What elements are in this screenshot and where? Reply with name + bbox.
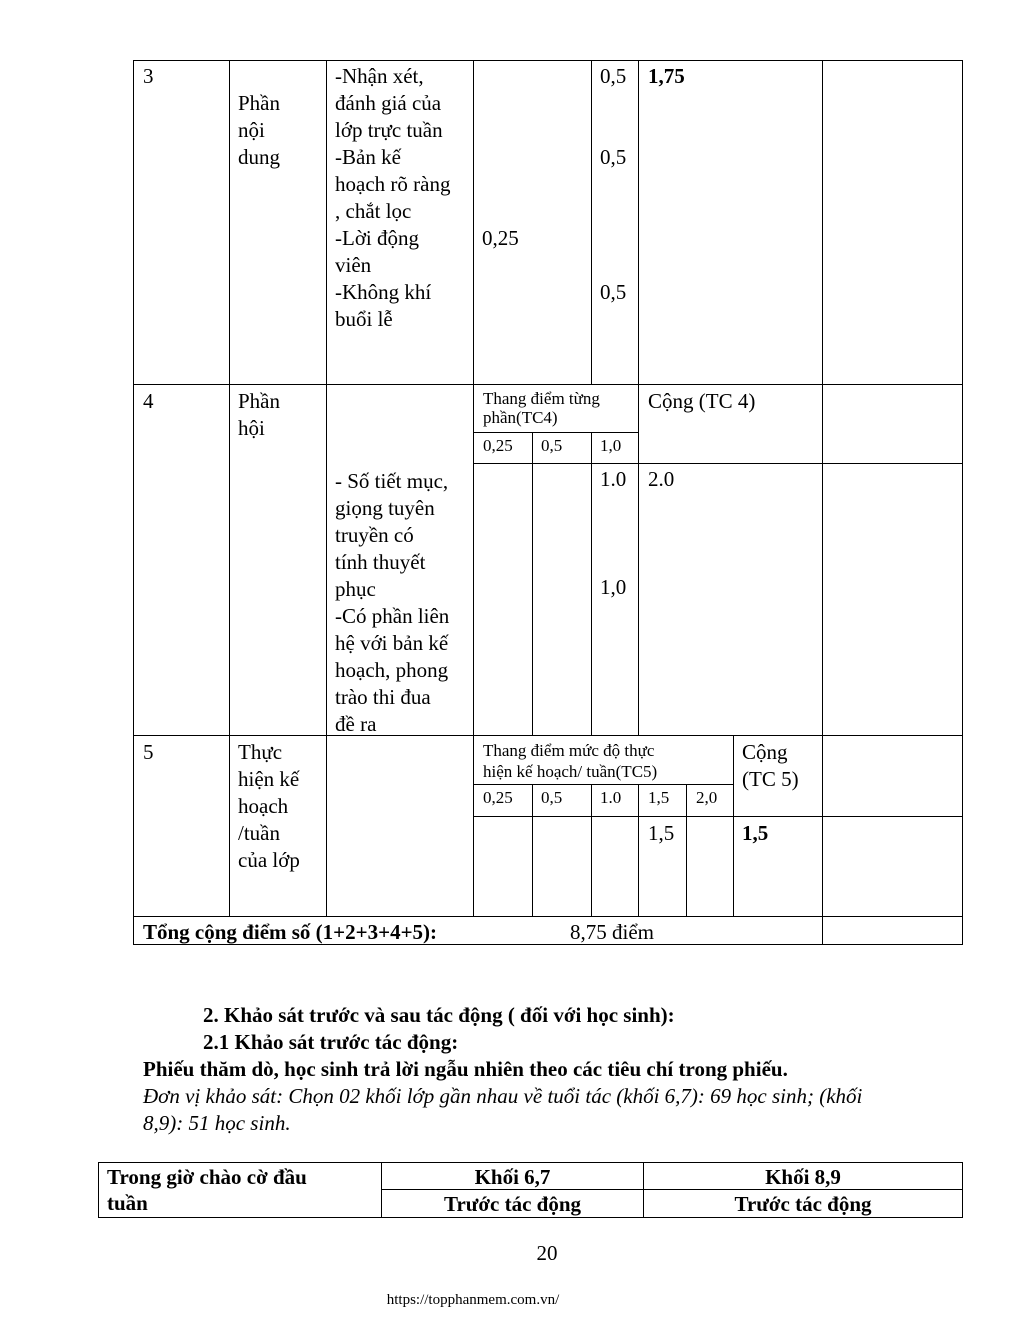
- row4-stt: 4: [143, 389, 154, 413]
- footer-url[interactable]: https://topphanmem.com.vn/: [386, 1292, 560, 1308]
- row5-scale-3: 1.0: [600, 788, 622, 807]
- row5-value: 1,5: [648, 821, 675, 845]
- total-row-label: Tổng cộng điểm số (1+2+3+4+5):: [143, 920, 438, 944]
- row3-score-b2: 0,5: [600, 145, 627, 169]
- row5-stt: 5: [143, 740, 154, 764]
- row4-name: Phần hội: [238, 389, 280, 440]
- page-number: 20: [536, 1241, 558, 1265]
- intro-paragraph: Phiếu thăm dò, học sinh trả lời ngẫu nhiên theo các tiêu chí trong phiếu.: [143, 1057, 788, 1081]
- row3-score-a: 0,25: [482, 226, 519, 250]
- row4-scale-1: 0,25: [483, 436, 513, 455]
- section-heading-2: 2. Khảo sát trước và sau tác động ( đối với học sinh):: [203, 1003, 675, 1027]
- row4-val-1: 1.0: [600, 467, 627, 491]
- row3-score-b3: 0,5: [600, 280, 627, 304]
- row3-total: 1,75: [648, 64, 685, 88]
- row4-criteria: - Số tiết mục, giọng tuyên truyền có tính thuyết phục -Có phần liên hệ với bản kế hoạch, phong trào thi đua đề ra: [335, 469, 450, 736]
- survey-table-before-6-7: Trước tác động: [444, 1192, 581, 1216]
- row5-scale-5: 2,0: [696, 788, 718, 807]
- row5-name: Thực hiện kế hoạch /tuần của lớp: [238, 740, 300, 872]
- row3-criteria: -Nhận xét, đánh giá của lớp trực tuần -Bản kế hoạch rõ ràng , chắt lọc -Lời động viên -Không khí buổi lễ: [335, 64, 451, 331]
- section-heading-2-1: 2.1 Khảo sát trước tác động:: [203, 1030, 459, 1054]
- row5-total: 1,5: [742, 821, 769, 845]
- total-row-value: 8,75 điểm: [570, 920, 654, 944]
- row5-sum-header: Cộng (TC 5): [742, 740, 799, 791]
- survey-table-col1-header: Trong giờ chào cờ đầu tuần: [107, 1165, 307, 1215]
- survey-table-grade-8-9: Khối 8,9: [765, 1165, 841, 1189]
- survey-unit-line-2: 8,9): 51 học sinh.: [143, 1111, 291, 1135]
- row5-scale-header: Thang điểm mức độ thực hiện kế hoạch/ tuần(TC5): [483, 741, 658, 781]
- row5-scale-4: 1,5: [648, 788, 670, 807]
- row3-name: Phần nội dung: [238, 91, 280, 169]
- row4-total: 2.0: [648, 467, 675, 491]
- row4-scale-3: 1,0: [600, 436, 622, 455]
- survey-unit-line-1: Đơn vị khảo sát: Chọn 02 khối lớp gần nhau về tuổi tác (khối 6,7): 69 học sinh; (khối: [143, 1084, 863, 1108]
- row3-stt: 3: [143, 64, 154, 88]
- row4-sum-header: Cộng (TC 4): [648, 389, 756, 413]
- row4-scale-header: Thang điểm từng phần(TC4): [483, 389, 600, 427]
- row4-val-2: 1,0: [600, 575, 627, 599]
- row3-score-b1: 0,5: [600, 64, 627, 88]
- row5-scale-1: 0,25: [483, 788, 513, 807]
- survey-table-grade-6-7: Khối 6,7: [474, 1165, 551, 1189]
- survey-table-before-8-9: Trước tác động: [734, 1192, 872, 1216]
- row5-scale-2: 0,5: [541, 788, 563, 807]
- row4-scale-2: 0,5: [541, 436, 563, 455]
